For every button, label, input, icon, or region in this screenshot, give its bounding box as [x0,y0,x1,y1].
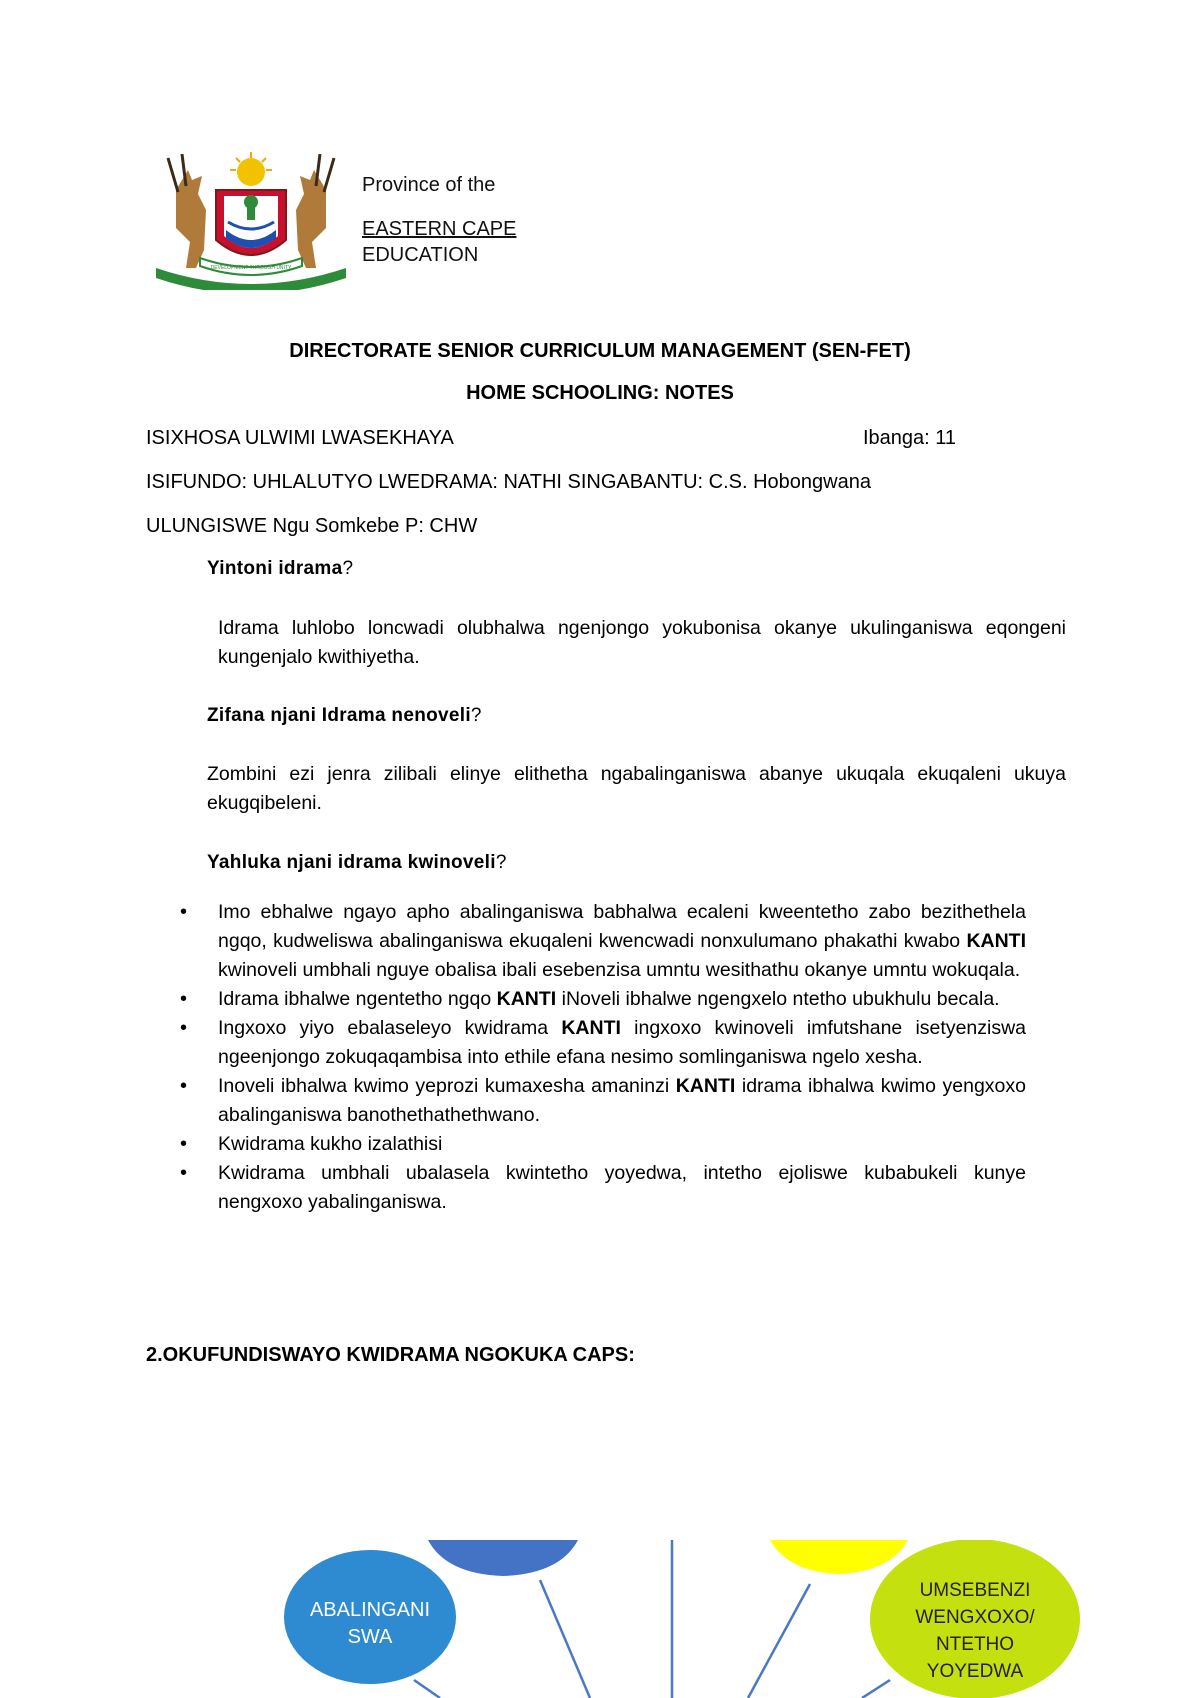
list-item: • Imo ebhalwe ngayo apho abalinganiswa babhalwa ecaleni kweentetho zabo bezithethela ngqo, kudweliswa abalinganiswa ekuqaleni kwencwadi nonxulumano phakathi kwabo KANTI kwinoveli umbhali nguye obalisa ibali esebenzisa umntu wesithathu okanye umntu wokuqala. [180,898,1026,985]
list-item: • Kwidrama kukho izalathisi [180,1130,1026,1159]
question-similarity: Zifana njani Idrama nenoveli? [207,705,482,726]
directorate-title: DIRECTORATE SENIOR CURRICULUM MANAGEMENT (SEN-FET) [289,340,911,362]
edited-by-line: ULUNGISWE Ngu Somkebe P: CHW [146,515,478,537]
list-item: • Idrama ibhalwe ngentetho ngqo KANTI iNoveli ibhalwe ngengxelo ntetho ubukhulu becala. [180,985,1026,1014]
grade-line: Ibanga: 11 [863,427,957,449]
umsebenzi-label-1: UMSEBENZI [919,1580,1031,1601]
home-schooling-title: HOME SCHOOLING: NOTES [466,382,734,404]
answer-what-is-drama: Idrama luhlobo loncwadi olubhalwa ngenjongo yokubonisa okanye ukulinganiswa eqongeni kungenjalo kwithiyetha. [218,617,1066,668]
list-item: • Ingxoxo yiyo ebalaseleyo kwidrama KANTI ingxoxo kwinoveli imfutshane isetyenziswa ngeenjongo zokuqaqambisa into ethile efana nesimo somlinganiswa ngelo xesha. [180,1014,1026,1072]
eastern-cape-link: EASTERN CAPE [362,218,517,240]
umsebenzi-label-2: WENGXOXO/ [915,1607,1035,1628]
umsebenzi-label-3: NTETHO [935,1634,1015,1655]
differences-list [180,898,1026,1217]
umsebenzi-label-4: YOYEDWA [926,1661,1024,1682]
section-2-heading: 2.OKUFUNDISWAYO KWIDRAMA NGOKUKA CAPS: [146,1344,635,1366]
list-item: • Inoveli ibhalwa kwimo yeprozi kumaxesha amaninzi KANTI idrama ibhalwa kwimo yengxoxo abalinganiswa banothethathethwano. [180,1072,1026,1130]
answer-similarity: Zombini ezi jenra zilibali elinye elithetha ngabalinganiswa abanye ukuqala ekuqaleni ukuya ekugqibeleni. [207,763,1066,814]
list-item: • Kwidrama umbhali ubalasela kwintetho yoyedwa, intetho ejoliswe kubabukeli kunye nengxoxo yabalinganiswa. [180,1159,1026,1217]
question-what-is-drama: Yintoni idrama? [207,558,354,579]
caps-mind-map [0,1540,1200,1698]
coat-of-arms-icon [146,150,356,290]
blue-node-top [428,1540,578,1576]
education-label: EDUCATION [362,244,479,266]
svg-text:DEVELOPMENT THROUGH UNITY: DEVELOPMENT THROUGH UNITY [210,265,292,271]
subject-line: ISIXHOSA ULWIMI LWASEKHAYA [146,427,454,449]
yellow-node-top [770,1540,908,1574]
topic-line: ISIFUNDO: UHLALUTYO LWEDRAMA: NATHI SINGABANTU: C.S. Hobongwana [146,471,871,493]
question-difference: Yahluka njani idrama kwinoveli? [207,852,507,873]
abalinganiswa-label-2: SWA [347,1626,393,1648]
province-line: Province of the [362,174,496,196]
abalinganiswa-label-1: ABALINGANI [309,1599,431,1621]
